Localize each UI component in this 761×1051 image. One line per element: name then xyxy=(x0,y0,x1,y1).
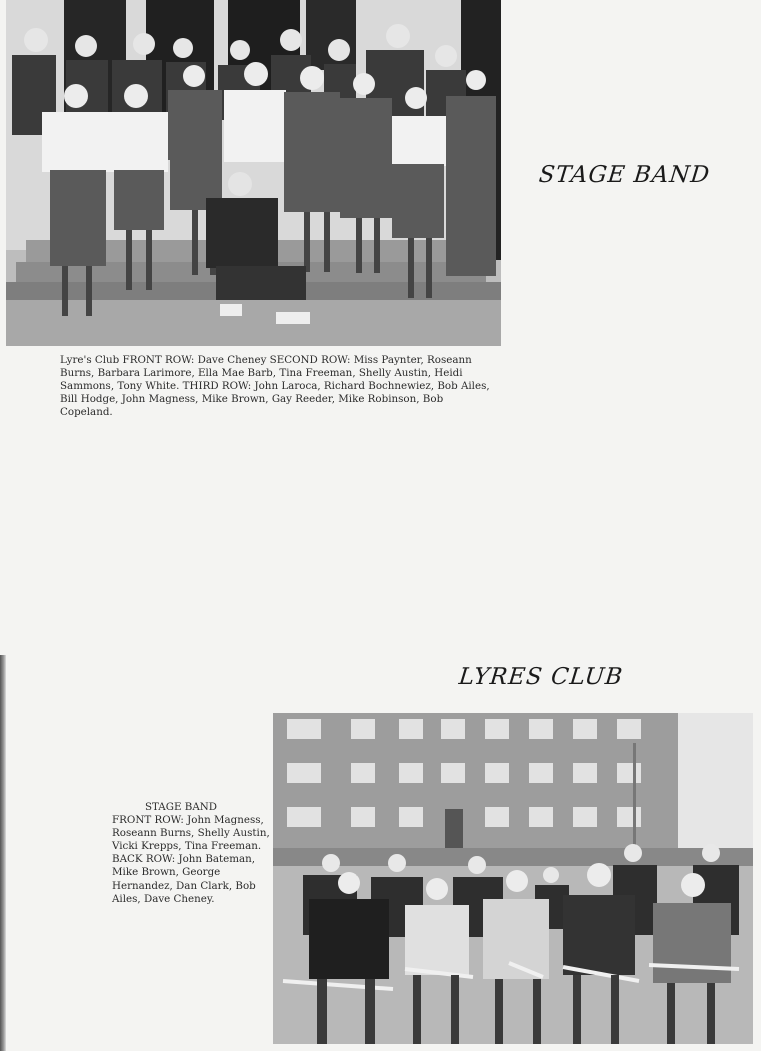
stage-band-caption-title: STAGE BAND xyxy=(144,801,218,813)
page-edge xyxy=(0,655,6,1051)
lyres-club-heading: LYRES CLUB xyxy=(457,664,625,690)
stage-band-group-photo xyxy=(273,713,753,1044)
stage-band-heading: STAGE BAND xyxy=(537,162,712,188)
stage-band-caption xyxy=(112,801,270,906)
lyres-club-group-photo xyxy=(6,0,501,346)
lyres-club-caption-text: Lyre's Club FRONT ROW: Dave Cheney SECOND ROW: Miss Paynter, Roseann Burns, Barbara Larimore, Ella Mae Barb, Tina Freeman, Shelly Austin, Heidi Sammons, Tony White. THIRD ROW: John Laroca, Richard Bochnewiez, Bob Ailes, Bill Hodge, John Magness, Mike Brown, Gay Reeder, Mike Robinson, Bob Copeland. xyxy=(60,354,490,419)
stage-band-caption-text: FRONT ROW: John Magness, Roseann Burns, Shelly Austin, Vicki Krepps, Tina Freeman. BACK ROW: John Bateman, Mike Brown, George Hernandez, Dan Clark, Bob Ailes, Dave Cheney. xyxy=(112,814,270,905)
lyres-club-caption xyxy=(60,354,492,419)
